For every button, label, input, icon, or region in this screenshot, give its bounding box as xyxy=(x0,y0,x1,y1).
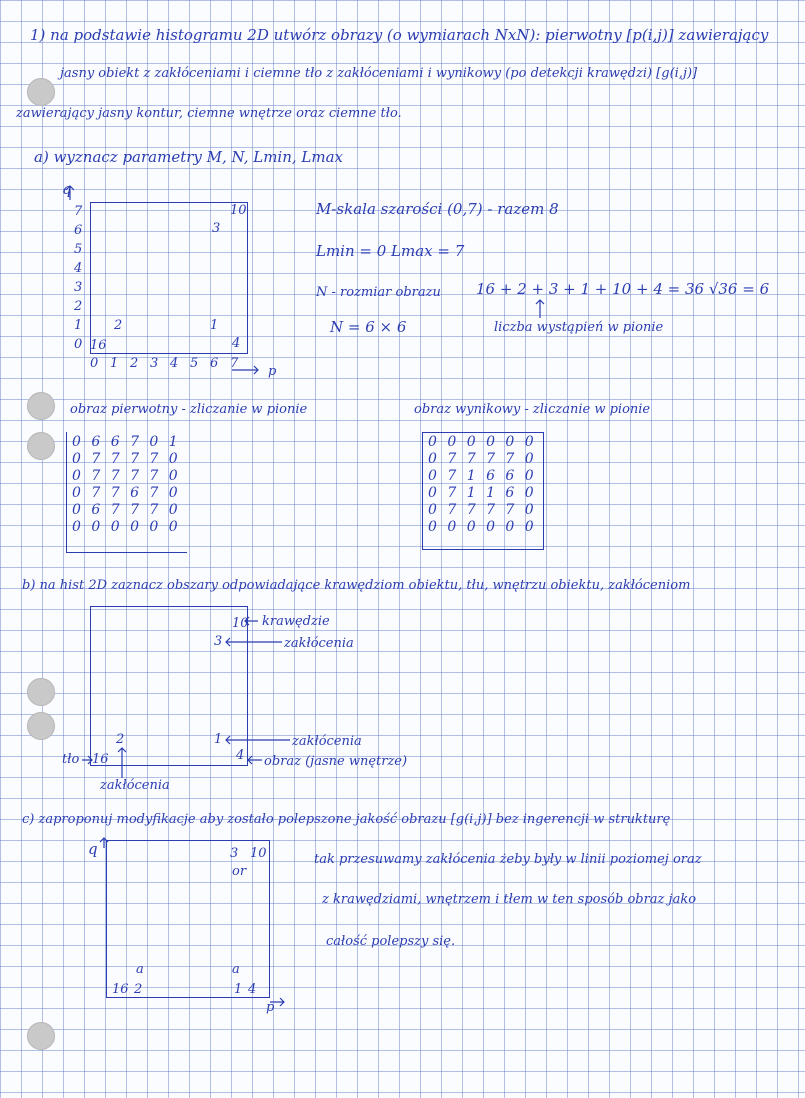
hist-c-cell-16: 16 xyxy=(112,982,129,997)
original-image-title: obraz pierwotny - zliczanie w pionie xyxy=(70,402,308,417)
hist-a-axis-y: q xyxy=(62,180,72,198)
hist-b-cell-2: 2 xyxy=(116,732,125,747)
intro-line-3: zawierający jasny kontur, ciemne wnętrze oraz ciemne tło. xyxy=(16,106,402,121)
original-image-row: 0 7 7 7 7 0 xyxy=(72,451,181,467)
label-inside: obraz (jasne wnętrze) xyxy=(264,754,408,769)
hist-a-x-tick: 3 xyxy=(150,356,159,371)
label-noise-lower: zakłócenia xyxy=(292,734,362,749)
sum-note: liczba wystąpień w pionie xyxy=(494,320,664,335)
part-c-note-1: tak przesuwamy zakłócenia żeby były w linii poziomej oraz xyxy=(314,852,702,867)
hist-a-y-tick: 7 xyxy=(74,204,83,219)
result-image-title: obraz wynikowy - zliczanie w pionie xyxy=(414,402,651,417)
result-image-row: 0 7 1 6 6 0 xyxy=(428,468,537,484)
hist-a-cell-16: 16 xyxy=(90,338,107,353)
hist-b-cell-10: 10 xyxy=(232,616,249,631)
part-a-heading: a) wyznacz parametry M, N, Lmin, Lmax xyxy=(34,148,344,166)
hist-b-cell-3: 3 xyxy=(214,634,223,649)
result-image-row: 0 0 0 0 0 0 xyxy=(428,519,537,535)
hist-c-cell-a-left: a xyxy=(136,962,144,977)
hist-a-x-tick: 6 xyxy=(210,356,219,371)
l-parameters: Lmin = 0 Lmax = 7 xyxy=(316,242,465,260)
hist-a-x-tick: 4 xyxy=(170,356,179,371)
hist-a-y-tick: 0 xyxy=(74,337,83,352)
original-image-row: 0 6 7 7 7 0 xyxy=(72,502,181,518)
m-parameter: M-skala szarości (0,7) - razem 8 xyxy=(316,200,559,218)
hist-a-cell-1: 1 xyxy=(210,318,219,333)
original-image-row: 0 6 6 7 0 1 xyxy=(72,434,181,450)
label-noise-upper: zakłócenia xyxy=(284,636,354,651)
hist-c-axis-x: p xyxy=(266,1000,275,1015)
hist-a-y-tick: 1 xyxy=(74,318,83,333)
part-c-note-3: całość polepszy się. xyxy=(326,934,456,949)
hist-a-cell-4: 4 xyxy=(232,336,241,351)
part-c-heading: c) zaproponuj modyfikacje aby zostało polepszone jakość obrazu [g(i,j)] bez ingerencji w strukturę xyxy=(22,812,671,827)
intro-line-1: 1) na podstawie histogramu 2D utwórz obrazy (o wymiarach NxN): pierwotny [p(i,j)] zawierający xyxy=(30,26,769,44)
hist-a-x-tick: 0 xyxy=(90,356,99,371)
hist-c-cell-4: 4 xyxy=(248,982,257,997)
hist-c-cell-or: or xyxy=(232,864,247,879)
original-image-row: 0 7 7 7 7 0 xyxy=(72,468,181,484)
label-background: tło xyxy=(62,752,80,767)
hist-a-cell-10: 10 xyxy=(230,203,247,218)
n-value: N = 6 × 6 xyxy=(330,318,407,336)
hist-b-cell-4: 4 xyxy=(236,748,245,763)
result-image-row: 0 7 7 7 7 0 xyxy=(428,502,537,518)
label-edges: krawędzie xyxy=(262,614,330,629)
hist-a-y-tick: 3 xyxy=(74,280,83,295)
original-image-row: 0 0 0 0 0 0 xyxy=(72,519,181,535)
hist-c-cell-1: 1 xyxy=(234,982,243,997)
hist-a-x-tick: 5 xyxy=(190,356,199,371)
hist-a-axis-x: p xyxy=(268,364,277,379)
part-c-note-2: z krawędziami, wnętrzem i tłem w ten sposób obraz jako xyxy=(322,892,697,907)
hist-c-cell-10: 10 xyxy=(250,846,267,861)
hist-c-axis-y: q xyxy=(88,840,98,858)
hist-a-y-tick: 4 xyxy=(74,261,83,276)
hist-a-y-tick: 5 xyxy=(74,242,83,257)
hist-b-cell-1: 1 xyxy=(214,732,223,747)
hist-a-cell-3: 3 xyxy=(212,221,221,236)
hist-a-x-tick: 2 xyxy=(130,356,139,371)
hist-c-cell-3: 3 xyxy=(230,846,239,861)
sum-calculation: 16 + 2 + 3 + 1 + 10 + 4 = 36 √36 = 6 xyxy=(476,280,770,298)
hist-a-x-tick: 1 xyxy=(110,356,119,371)
result-image-row: 0 7 1 1 6 0 xyxy=(428,485,537,501)
hist-a-y-tick: 6 xyxy=(74,223,83,238)
part-b-heading: b) na hist 2D zaznacz obszary odpowiadające krawędziom obiektu, tłu, wnętrzu obiektu, zakłóceniom xyxy=(22,578,691,593)
intro-line-2: jasny obiekt z zakłóceniami i ciemne tło z zakłóceniami i wynikowy (po detekcji krawędzi) [g(i,j)] xyxy=(60,66,698,81)
original-image-row: 0 7 7 6 7 0 xyxy=(72,485,181,501)
label-noise-bottom: zakłócenia xyxy=(100,778,170,793)
hist-b-cell-16: 16 xyxy=(92,752,109,767)
result-image-row: 0 0 0 0 0 0 xyxy=(428,434,537,450)
result-image-row: 0 7 7 7 7 0 xyxy=(428,451,537,467)
hist-c-cell-a-right: a xyxy=(232,962,240,977)
hist-c-cell-2: 2 xyxy=(134,982,143,997)
n-parameter: N - rozmiar obrazu xyxy=(316,285,441,300)
hist-a-y-tick: 2 xyxy=(74,299,83,314)
hist-a-x-tick: 7 xyxy=(230,356,239,371)
hist-a-cell-2: 2 xyxy=(114,318,123,333)
